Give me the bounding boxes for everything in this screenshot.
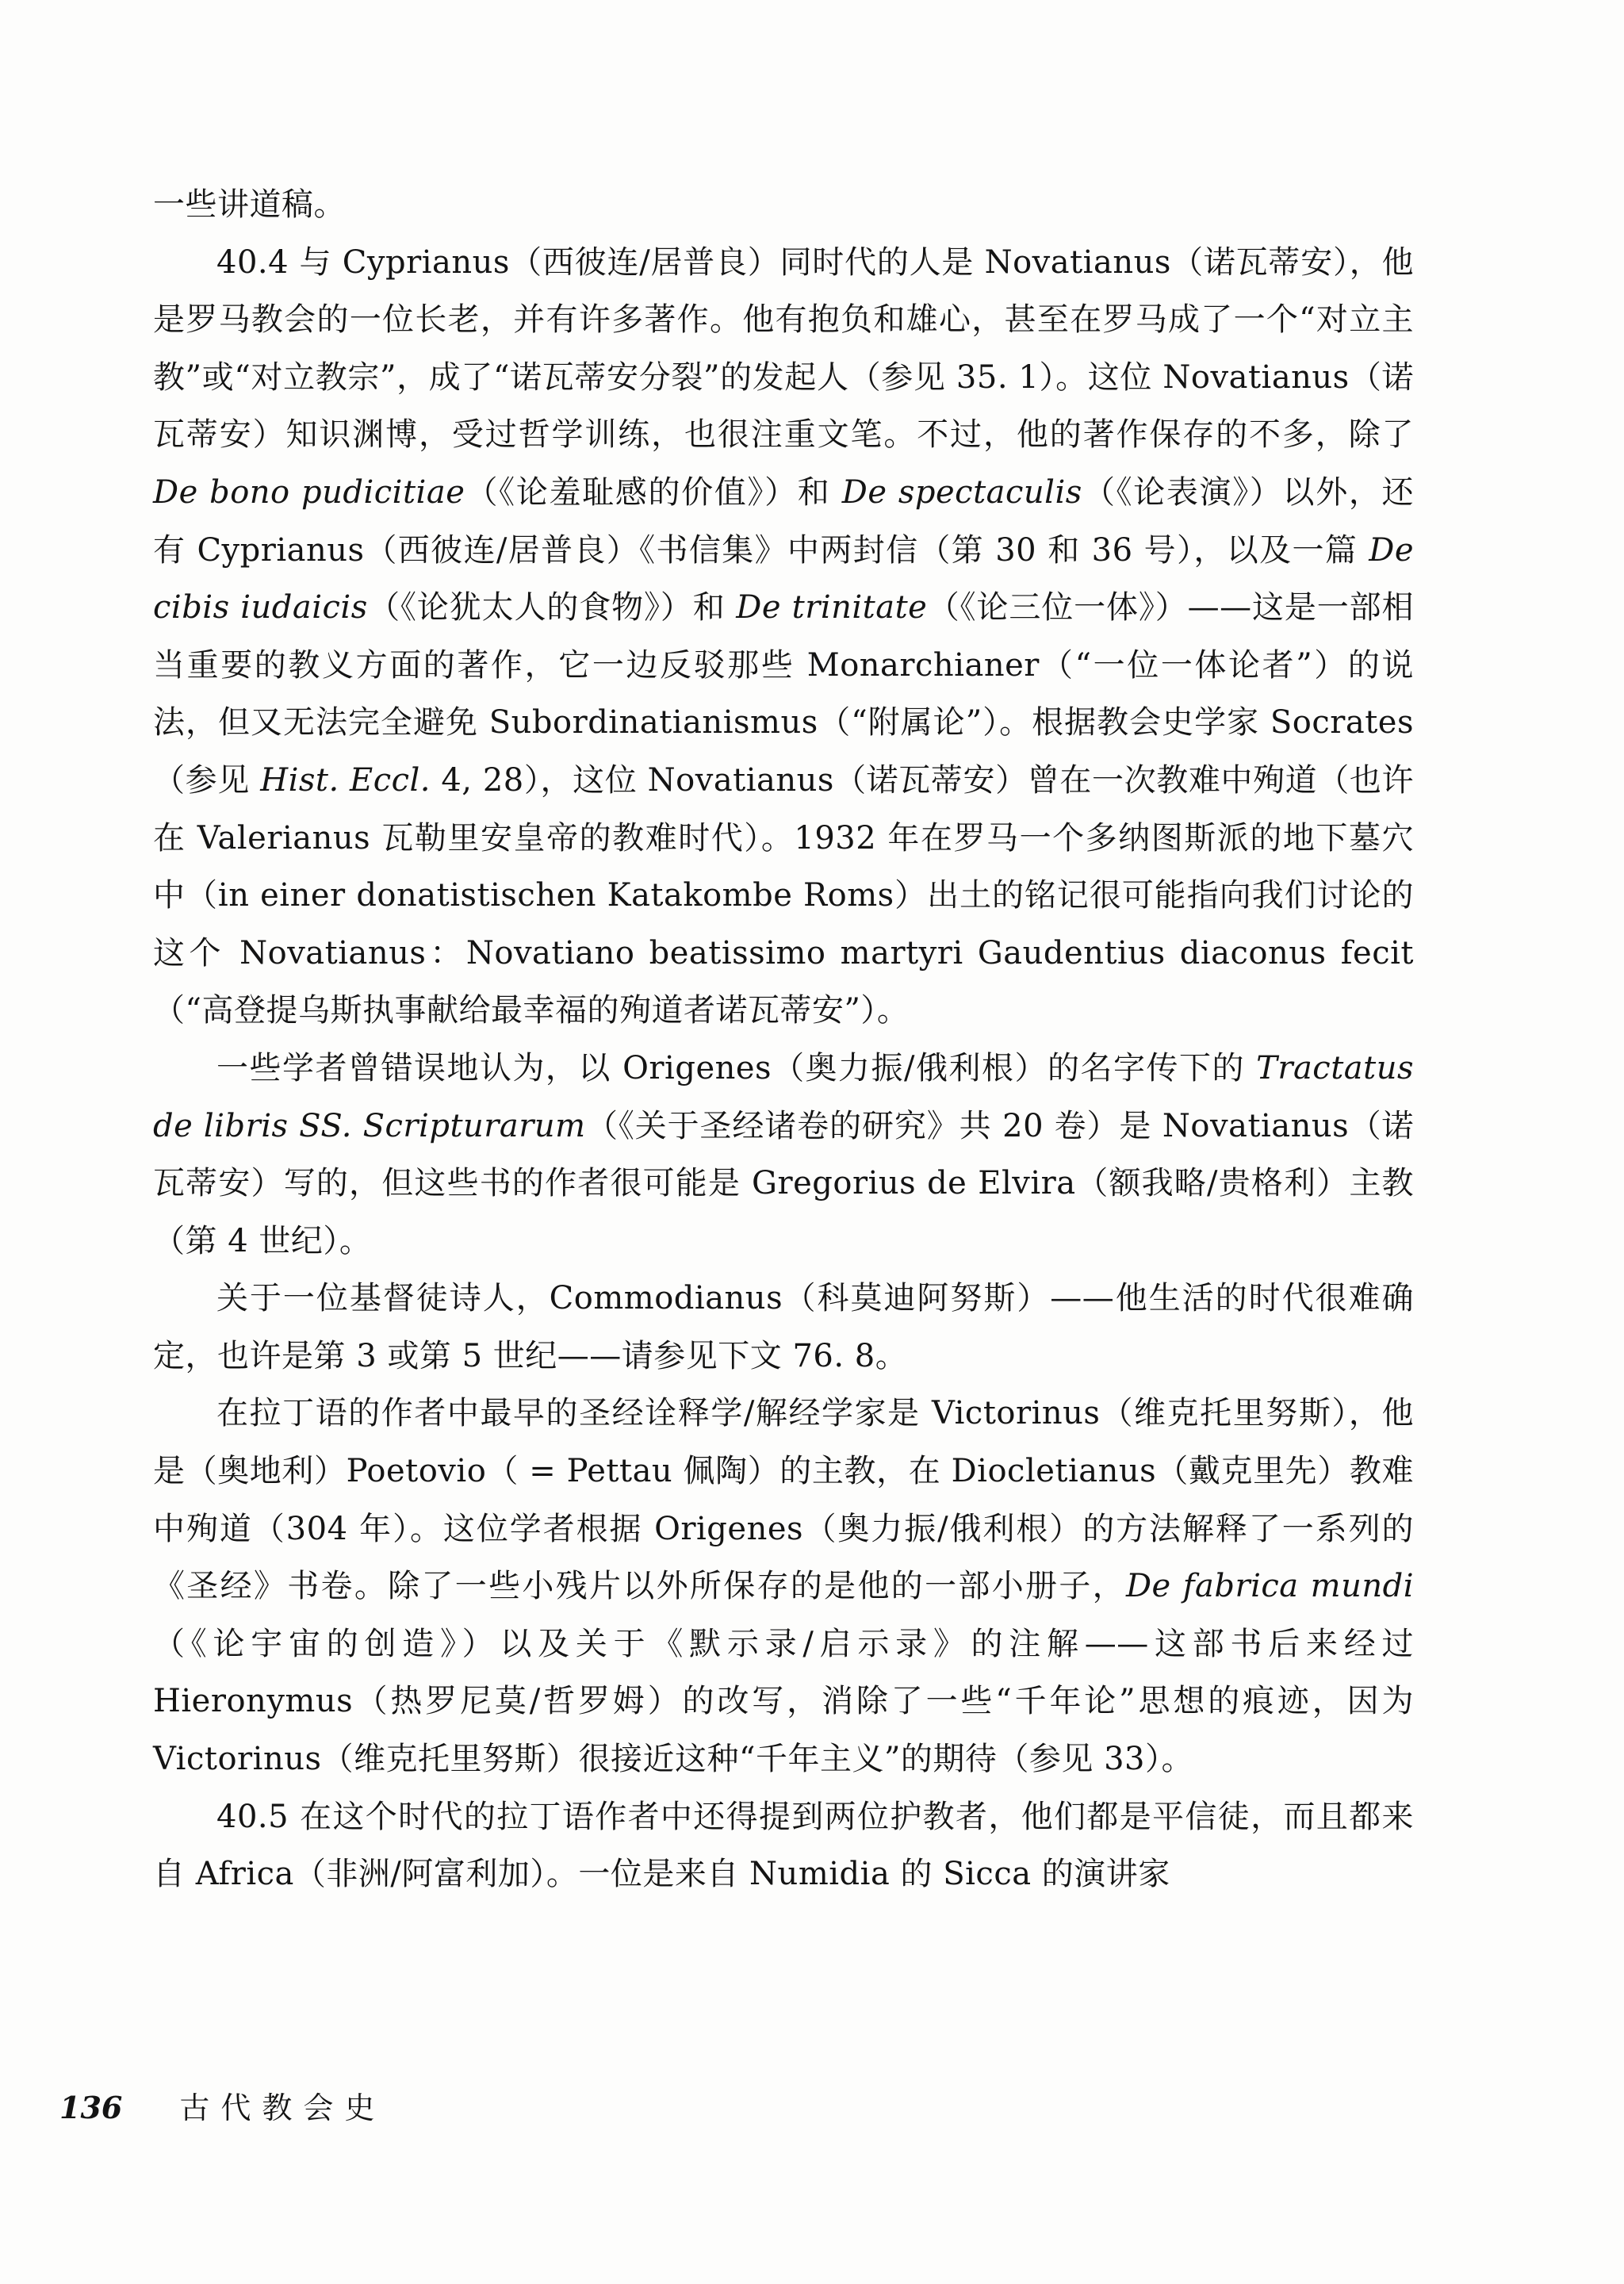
- text-run: 一些讲道稿。: [153, 186, 346, 223]
- page-footer: [59, 2090, 385, 2125]
- italic-title: De trinitate: [736, 589, 928, 627]
- italic-title: Tractatus de libris SS. Scripturarum: [153, 1049, 1414, 1144]
- text-run: 一些学者曾错误地认为，以 Origenes（奥力振/俄利根）的名字传下的: [216, 1049, 1257, 1086]
- text-run: （《论犹太人的食物》）和: [367, 589, 737, 627]
- text-run: 关于一位基督徒诗人，Commodianus（科莫迪阿努斯）——他生活的时代很难确定，也许是第 3 或第 5 世纪——请参见下文 76. 8。: [153, 1280, 1414, 1374]
- italic-title: De cibis iudaicis: [153, 531, 1414, 627]
- text-run: 在拉丁语的作者中最早的圣经诠释学/解经学家是 Victorinus（维克托里努斯），他是（奥地利）Poetovio（ = Pettau 佩陶）的主教，在 Diocletianus（戴克里先）教难中殉道（304 年）。这位学者根据 Origenes（奥力振/俄利根）的方法解释了一系列的《圣经》书卷。除了一些小残片以外所保存的是他的一部小册子，: [153, 1395, 1414, 1605]
- paragraph: [153, 1270, 1414, 1385]
- body-text: [153, 176, 1414, 1903]
- text-run: 4, 28），这位 Novatianus（诺瓦蒂安）曾在一次教难中殉道（也许在 Valerianus 瓦勒里安皇帝的教难时代）。1932 年在罗马一个多纳图斯派的地下墓穴中（in einer donatistischen Katakombe Roms）出土的铭记很可能指向我们讨论的这个 Novatianus：Novatiano beatissimo martyri Gaudentius diaconus fecit（“高登提乌斯执事献给最幸福的殉道者诺瓦蒂安”）。: [153, 761, 1415, 1029]
- text-run: 40.4 与 Cyprianus（西彼连/居普良）同时代的人是 Novatianus（诺瓦蒂安），他是罗马教会的一位长老，并有许多著作。他有抱负和雄心，甚至在罗马成了一个“对立主教”或“对立教宗”，成了“诺瓦蒂安分裂”的发起人（参见 35. 1）。这位 Novatianus（诺瓦蒂安）知识渊博，受过哲学训练，也很注重文笔。不过，他的著作保存的不多，除了: [153, 243, 1414, 454]
- paragraph: [153, 176, 1414, 234]
- text-run: （《论表演》）以外，还有 Cyprianus（西彼连/居普良）《书信集》中两封信（第 30 和 36 号），以及一篇: [153, 473, 1415, 569]
- paragraph: [153, 1788, 1414, 1903]
- paragraph: [153, 1040, 1414, 1270]
- italic-title: Hist. Eccl.: [260, 761, 431, 799]
- page-number: 136: [59, 2090, 123, 2125]
- running-title: 古代教会史: [179, 2090, 386, 2125]
- text-run: （《论宇宙的创造》）以及关于《默示录/启示录》的注解——这部书后来经过 Hieronymus（热罗尼莫/哲罗姆）的改写，消除了一些“千年论”思想的痕迹，因为 Victorinus（维克托里努斯）很接近这种“千年主义”的期待（参见 33）。: [153, 1625, 1414, 1778]
- text-run: 40.5 在这个时代的拉丁语作者中还得提到两位护教者，他们都是平信徒，而且都来自 Africa（非洲/阿富利加）。一位是来自 Numidia 的 Sicca 的演讲家: [153, 1798, 1414, 1893]
- paragraph: [153, 1385, 1414, 1788]
- italic-title: De spectaculis: [841, 473, 1082, 511]
- text-run: （《论羞耻感的价值》）和: [465, 473, 842, 511]
- italic-title: De bono pudicitiae: [153, 473, 465, 511]
- italic-title: De fabrica mundi: [1125, 1568, 1414, 1605]
- text-run: （《关于圣经诸卷的研究》共 20 卷）是 Novatianus（诺瓦蒂安）写的，但这些书的作者很可能是 Gregorius de Elvira（额我略/贵格利）主教（第 4 世纪）。: [153, 1107, 1414, 1259]
- text-run: （《论三位一体》）——这是一部相当重要的教义方面的著作，它一边反驳那些 Monarchianer（“一位一体论者”）的说法，但又无法完全避免 Subordinatianismus（“附属论”）。根据教会史学家 Socrates（参见: [153, 589, 1415, 799]
- paragraph: [153, 234, 1414, 1040]
